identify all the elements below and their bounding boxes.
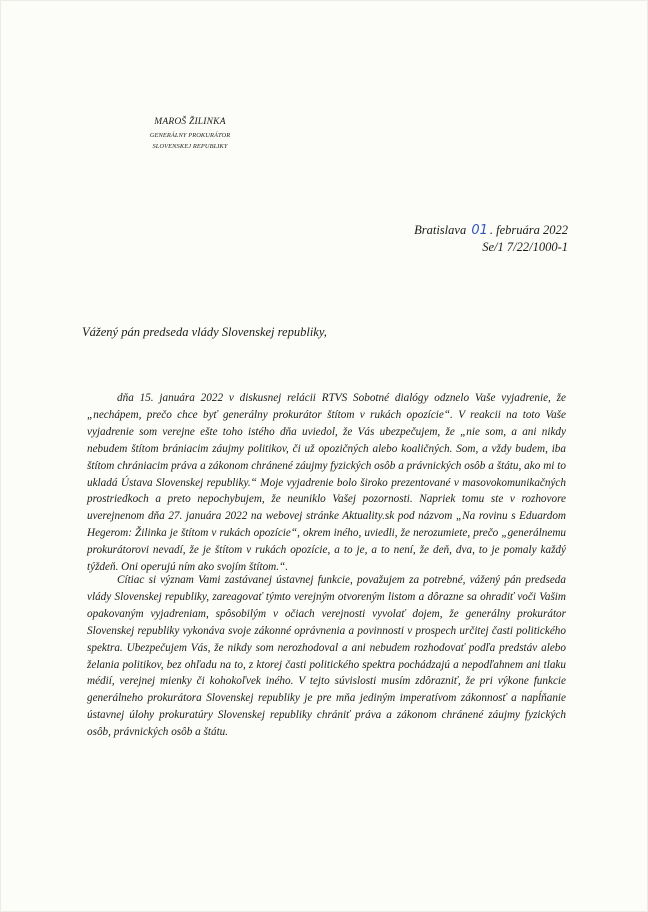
dateline: [414, 222, 568, 255]
place-and-date: [414, 222, 568, 239]
reference-number: Se/1 7/22/1000-1: [482, 240, 568, 254]
sender-title: GENERÁLNY PROKURÁTOR: [149, 132, 231, 139]
sender-subtitle: SLOVENSKEJ REPUBLIKY: [152, 143, 228, 150]
body-paragraph-2: [87, 572, 566, 741]
date-rest: . februára 2022: [489, 223, 568, 237]
salutation: Vážený pán predseda vlády Slovenskej republiky,: [82, 325, 327, 339]
body-paragraph-1: [87, 390, 566, 576]
letterhead: [130, 116, 250, 152]
place: Bratislava: [414, 223, 467, 237]
paragraph-text: Cítiac si význam Vami zastávanej ústavnej funkcie, považujem za potrebné, vážený pán predseda vlády Slovenskej republiky, zareagovať týmto verejným otvoreným listom a dôrazne sa ohradiť voči Vašim opakovaným vyjadreniam, spôsobilým v očiach verejnosti vyvolať dojem, že generálny prokurátor Slovenskej republiky vykonáva svoje zákonné oprávnenia a povinnosti v prospech určitej časti politického spektra. Ubezpečujem Vás, že nikdy som nerozhodoval a ani nebudem rozhodovať podľa predstáv alebo želania politikov, bez ohľadu na to, z ktorej časti politického spektra pochádzajú a nepodľahnem ani tlaku médií, verejnej mienky či kohokoľvek iného. V tejto súvislosti musím zdôrazniť, že pri výkone funkcie generálneho prokurátora Slovenskej republiky je pre mňa jediným imperatívom zákonnosť a napĺňanie ústavnej úlohy prokuratúry Slovenskej republiky chrániť práva a zákonom chránené záujmy fyzických osôb, právnických osôb a štátu.: [87, 574, 566, 739]
sender-name: MAROŠ ŽILINKA: [154, 117, 226, 127]
handwritten-day: 01: [471, 223, 488, 238]
paragraph-text: dňa 15. januára 2022 v diskusnej relácii RTVS Sobotné dialógy odznelo Vaše vyjadrenie, že „nechápem, prečo chce byť generálny prokurátor štítom v rukách opozície“. V reakcii na toto Vaše vyjadrenie som verejne ešte toho istého dňa uviedol, že Vás ubezpečujem, že „nie som, a ani nikdy nebudem štítom brániacim záujmy politikov, či už opozičných alebo koaličných. Som, a vždy budem, iba štítom chrániacim práva a zákonom chránené záujmy fyzických osôb a právnických osôb a štátu, ako mi to ukladá Ústava Slovenskej republiky.“ Moje vyjadrenie bolo široko prezentované v masovokomunikačných prostriedkoch a preto nepochybujem, že neuniklo Vašej pozornosti. Napriek tomu ste v rozhovore uverejnenom dňa 27. januára 2022 na webovej stránke Aktuality.sk pod názvom „Na rovinu s Eduardom Hegerom: Žilinka je štítom v rukách opozície“, okrem iného, uviedli, že nerozumiete, prečo „generálnemu prokurátorovi nevadí, že je štítom v rukách opozície, a to je, a to není, že deň, dva, to je pomaly každý týždeň. Oni operujú ním ako svojím štítom.“.: [87, 392, 566, 574]
